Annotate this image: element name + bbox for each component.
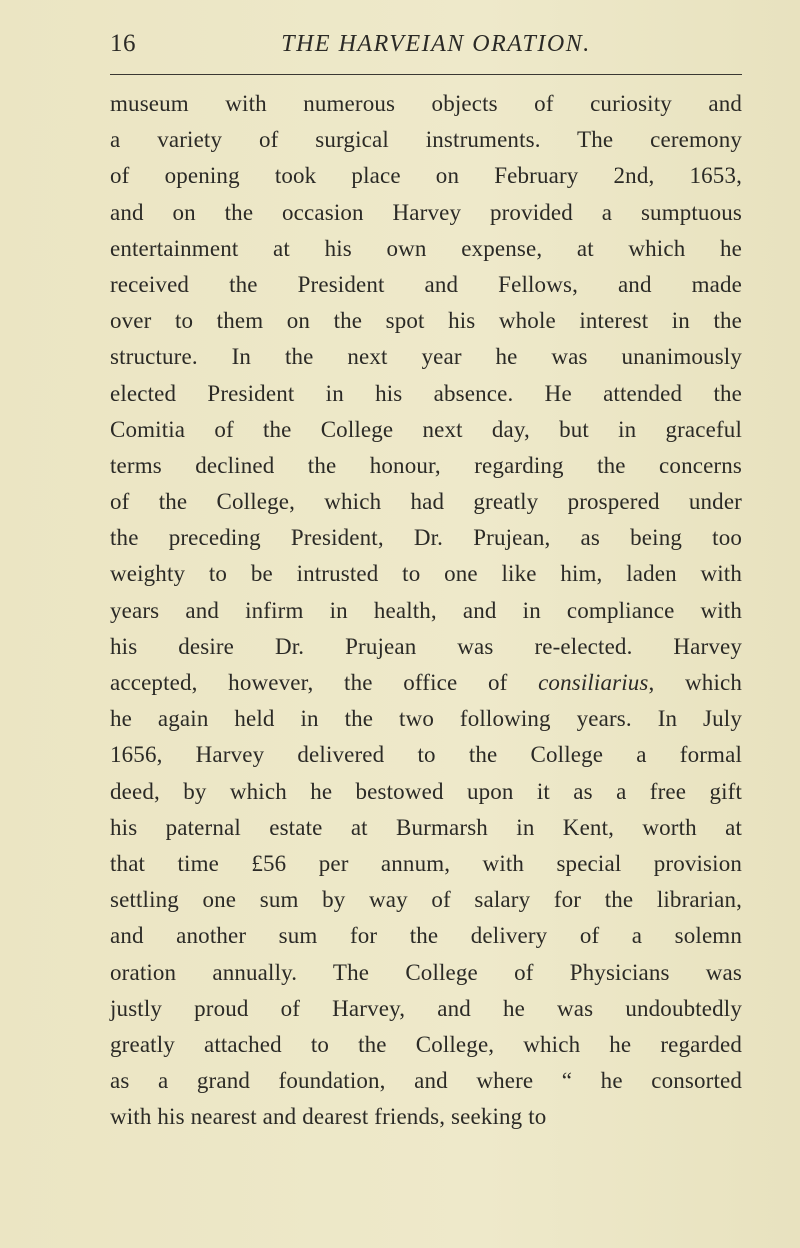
text-line: museum with numerous objects of curiosity and (110, 91, 742, 116)
text-line: structure. In the next year he was unanimously (110, 344, 742, 370)
page-number: 16 (110, 30, 136, 57)
text-line: entertainment at his own expense, at which he (110, 235, 742, 261)
text-line: he again held in the two following years. In July (110, 706, 742, 732)
text-line: justly proud of Harvey, and he was undoubtedly (110, 995, 742, 1021)
text-line: and another sum for the delivery of a solemn (110, 923, 742, 949)
text-line: greatly attached to the College, which he regarded (110, 1031, 742, 1057)
text-line: over to them on the spot his whole interest in the (110, 308, 742, 334)
text-line: a variety of surgical instruments. The ceremony (110, 127, 742, 153)
text-segment: , which (648, 670, 742, 695)
text-line: of the College, which had greatly prospered under (110, 489, 742, 515)
running-head (110, 24, 742, 64)
text-line: terms declined the honour, regarding the concerns (110, 452, 742, 478)
italic-term: consiliarius (538, 670, 649, 695)
text-line: Comitia of the College next day, but in graceful (110, 416, 742, 442)
body-text (110, 86, 742, 1135)
text-line: with his nearest and dearest friends, seeking to (110, 1104, 547, 1130)
text-line: his desire Dr. Prujean was re-elected. Harvey (110, 633, 742, 659)
text-line: and on the occasion Harvey provided a sumptuous (110, 199, 742, 225)
text-line: of opening took place on February 2nd, 1653, (110, 163, 742, 189)
text-segment: accepted, however, the office of (110, 670, 539, 695)
text-line: elected President in his absence. He attended the (110, 380, 742, 406)
header-rule (110, 74, 742, 75)
text-line: deed, by which he bestowed upon it as a free gift (110, 778, 742, 804)
text-line: oration annually. The College of Physicians was (110, 959, 742, 985)
text-line: the preceding President, Dr. Prujean, as being too (110, 525, 742, 551)
text-line: weighty to be intrusted to one like him, laden with (110, 561, 742, 587)
running-title: THE HARVEIAN ORATION. (281, 31, 591, 57)
text-line: received the President and Fellows, and made (110, 271, 742, 297)
text-line: settling one sum by way of salary for the librarian, (110, 887, 742, 913)
text-line: his paternal estate at Burmarsh in Kent, worth at (110, 814, 742, 840)
text-line: that time £56 per annum, with special provision (110, 850, 742, 876)
text-line: 1656, Harvey delivered to the College a formal (110, 742, 742, 768)
text-line (110, 665, 742, 701)
text-line: as a grand foundation, and where “ he consorted (110, 1068, 742, 1094)
text-line: years and infirm in health, and in compliance with (110, 597, 742, 623)
